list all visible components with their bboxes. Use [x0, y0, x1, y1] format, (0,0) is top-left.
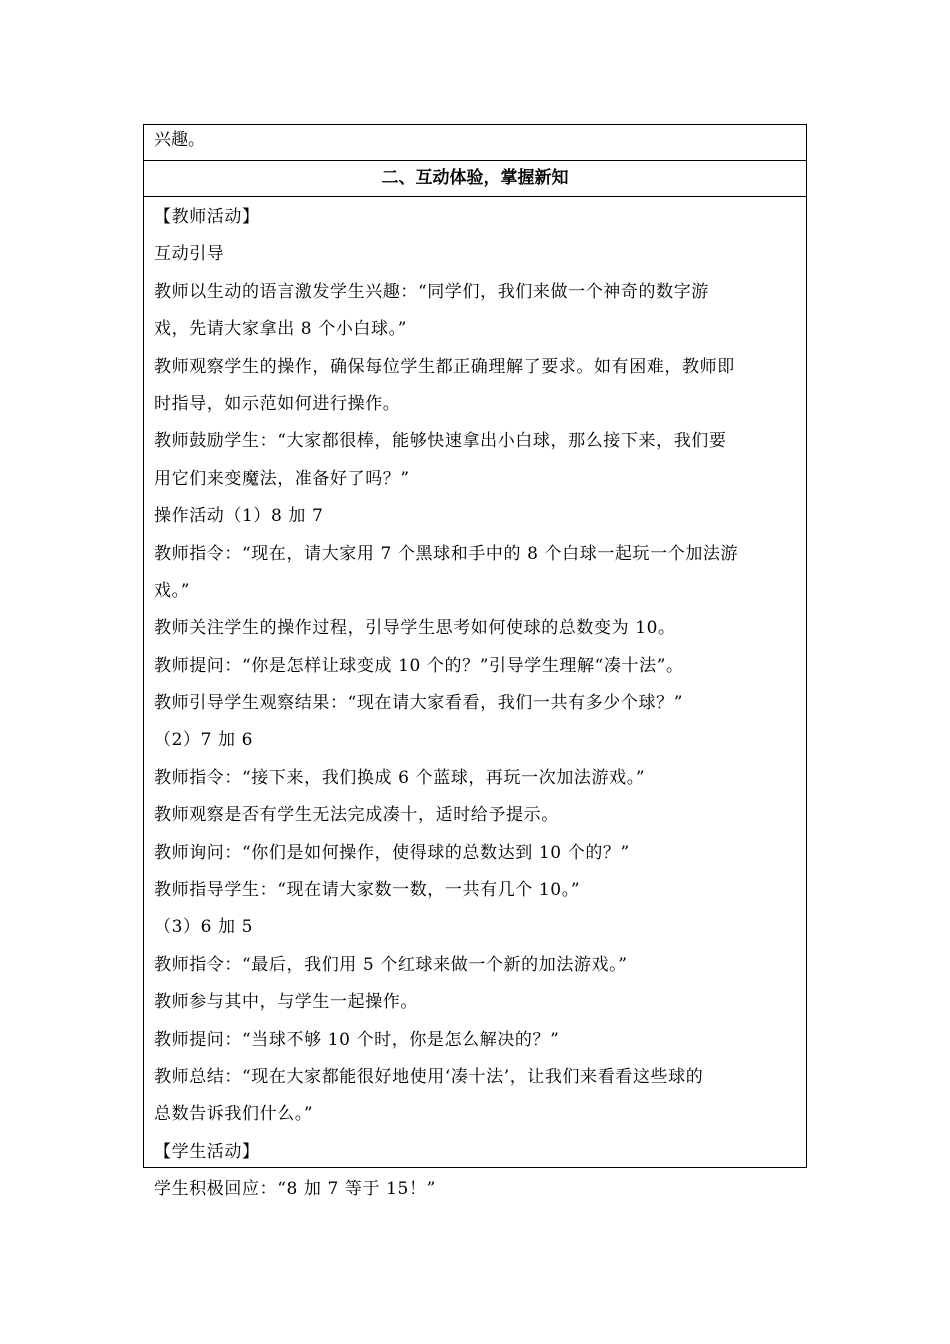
- text-line: 戏，先请大家拿出 8 个小白球。”: [154, 319, 408, 340]
- text-line: 教师指令：“最后，我们用 5 个红球来做一个新的加法游戏。”: [154, 954, 628, 975]
- text-line: 教师鼓励学生：“大家都很棒，能够快速拿出小白球，那么接下来，我们要: [154, 431, 727, 452]
- table-row-content: [144, 197, 806, 1200]
- table-row-continuation: [144, 125, 806, 161]
- text-line: 教师提问：“当球不够 10 个时，你是怎么解决的？”: [154, 1029, 560, 1050]
- text-line: 教师提问：“你是怎样让球变成 10 个的？”引导学生理解“凑十法”。: [154, 655, 684, 676]
- text-line: （2）7 加 6: [154, 730, 254, 751]
- text-line: 教师总结：“现在大家都能很好地使用‘凑十法’，让我们来看看这些球的: [154, 1066, 704, 1087]
- text-line: 教师指令：“现在，请大家用 7 个黑球和手中的 8 个白球一起玩一个加法游: [154, 543, 739, 564]
- text-line: 教师以生动的语言激发学生兴趣：“同学们，我们来做一个神奇的数字游: [154, 281, 709, 302]
- table-row-section-heading: [144, 161, 806, 197]
- text-line: 教师指令：“接下来，我们换成 6 个蓝球，再玩一次加法游戏。”: [154, 767, 646, 788]
- text-line: 总数告诉我们什么。”: [154, 1104, 314, 1125]
- text-line: 学生积极回应：“8 加 7 等于 15！”: [154, 1179, 436, 1200]
- text-line: 【教师活动】: [154, 207, 260, 227]
- text-line: 用它们来变魔法，准备好了吗？”: [154, 468, 410, 489]
- section-heading: 二、互动体验，掌握新知: [381, 168, 569, 188]
- text-line: 互动引导: [154, 244, 225, 265]
- text-line: 教师指导学生：“现在请大家数一数，一共有几个 10。”: [154, 880, 581, 901]
- text-line: 时指导，如示范如何进行操作。: [154, 393, 401, 414]
- text-line: 教师引导学生观察结果：“现在请大家看看，我们一共有多少个球？”: [154, 693, 683, 714]
- text-line: 戏。”: [154, 580, 190, 601]
- continuation-text: 兴趣。: [154, 130, 205, 150]
- text-line: 教师参与其中，与学生一起操作。: [154, 992, 418, 1013]
- text-line: （3）6 加 5: [154, 917, 254, 938]
- text-line: 教师观察是否有学生无法完成凑十，适时给予提示。: [154, 805, 559, 826]
- text-line: 教师观察学生的操作，确保每位学生都正确理解了要求。如有困难，教师即: [154, 356, 735, 377]
- text-line: 教师关注学生的操作过程，引导学生思考如何使球的总数变为 10。: [154, 618, 676, 639]
- text-line: 【学生活动】: [154, 1141, 260, 1162]
- text-line: 操作活动（1）8 加 7: [154, 506, 324, 527]
- lesson-plan-table: [143, 124, 807, 1200]
- text-line: 教师询问：“你们是如何操作，使得球的总数达到 10 个的？”: [154, 842, 630, 863]
